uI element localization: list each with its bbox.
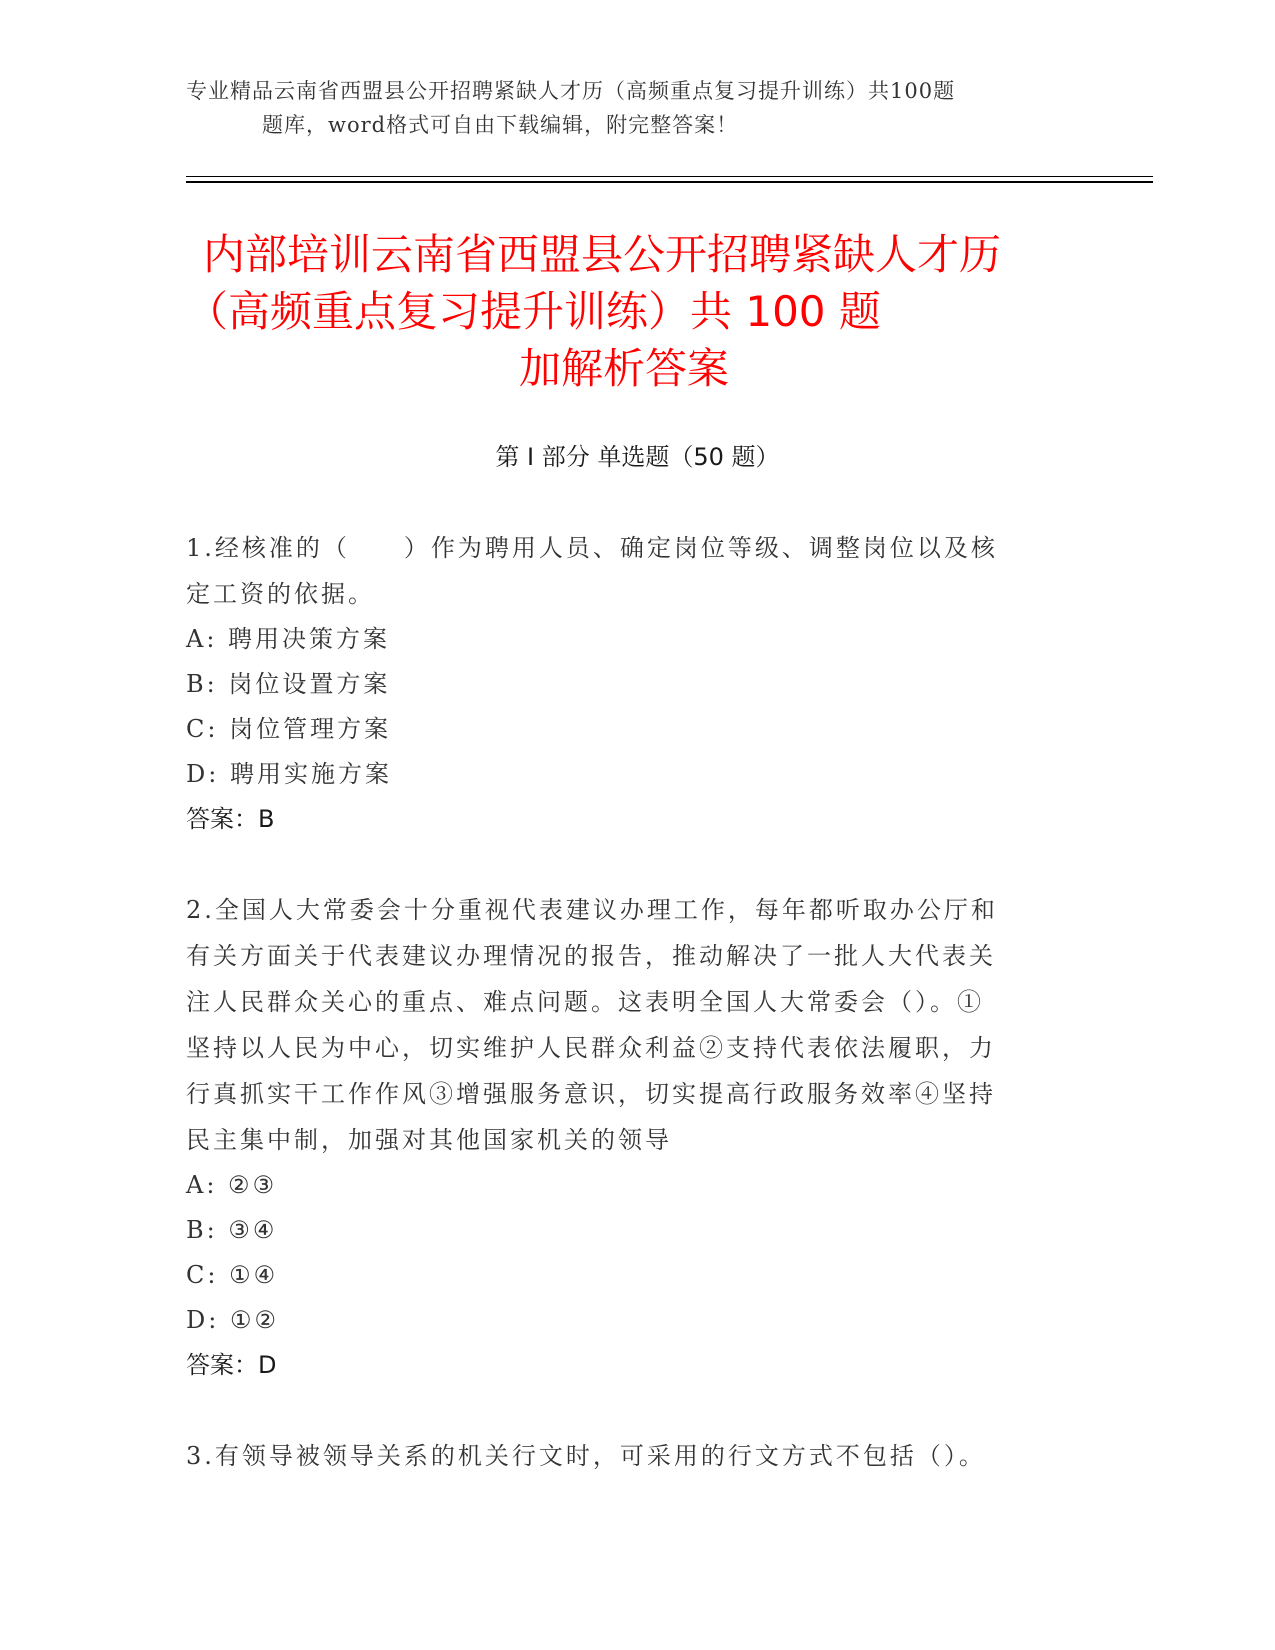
- header-divider-thick: [186, 181, 1153, 183]
- question-2-answer: 答案：D: [186, 1351, 277, 1379]
- question-1-stem-line: 1.经核准的（ ）作为聘用人员、确定岗位等级、调整岗位以及核: [186, 534, 998, 562]
- header-note: [186, 74, 1066, 142]
- question-2-stem-line: 行真抓实干工作作风③增强服务意识，切实提高行政服务效率④坚持: [186, 1080, 996, 1108]
- question-list: [186, 525, 1066, 1524]
- question-1-answer: 答案：B: [186, 805, 275, 833]
- question-2: [186, 887, 1066, 1388]
- header-note-line-1: 专业精品云南省西盟县公开招聘紧缺人才历（高频重点复习提升训练）共100题: [186, 79, 956, 103]
- question-1: [186, 525, 1066, 842]
- question-2-option-c: C: ①④: [186, 1261, 279, 1289]
- document-title: [186, 226, 1066, 397]
- question-2-stem-line: 2.全国人大常委会十分重视代表建议办理工作，每年都听取办公厅和: [186, 896, 998, 924]
- question-3: [186, 1433, 1066, 1479]
- question-1-option-a: A: 聘用决策方案: [186, 625, 391, 653]
- header-divider-thin: [186, 176, 1153, 177]
- question-1-stem-line: 定工资的依据。: [186, 580, 375, 608]
- question-2-option-b: B: ③④: [186, 1216, 278, 1244]
- question-1-option-c: C: 岗位管理方案: [186, 715, 392, 743]
- document-title-line-2: （高频重点复习提升训练）共 100 题: [186, 287, 881, 336]
- question-2-stem-line: 坚持以人民为中心，切实维护人民群众利益②支持代表依法履职，力: [186, 1034, 996, 1062]
- document-title-line-3: 加解析答案: [519, 344, 730, 393]
- question-3-stem-line: 3.有领导被领导关系的机关行文时，可采用的行文方式不包括（）。: [186, 1442, 986, 1470]
- question-2-stem-line: 注人民群众关心的重点、难点问题。这表明全国人大常委会（）。①: [186, 988, 984, 1016]
- question-1-option-b: B: 岗位设置方案: [186, 670, 391, 698]
- document-title-line-1: 内部培训云南省西盟县公开招聘紧缺人才历: [203, 230, 1002, 279]
- header-note-line-2: 题库，word格式可自由下载编辑，附完整答案！: [262, 113, 739, 137]
- question-2-option-d: D: ①②: [186, 1306, 279, 1334]
- question-2-stem-line: 有关方面关于代表建议办理情况的报告，推动解决了一批人大代表关: [186, 942, 996, 970]
- question-1-option-d: D: 聘用实施方案: [186, 760, 392, 788]
- question-2-option-a: A: ②③: [186, 1171, 278, 1199]
- question-2-stem-line: 民主集中制，加强对其他国家机关的领导: [186, 1126, 672, 1154]
- section-heading: 第 I 部分 单选题（50 题）: [495, 443, 780, 471]
